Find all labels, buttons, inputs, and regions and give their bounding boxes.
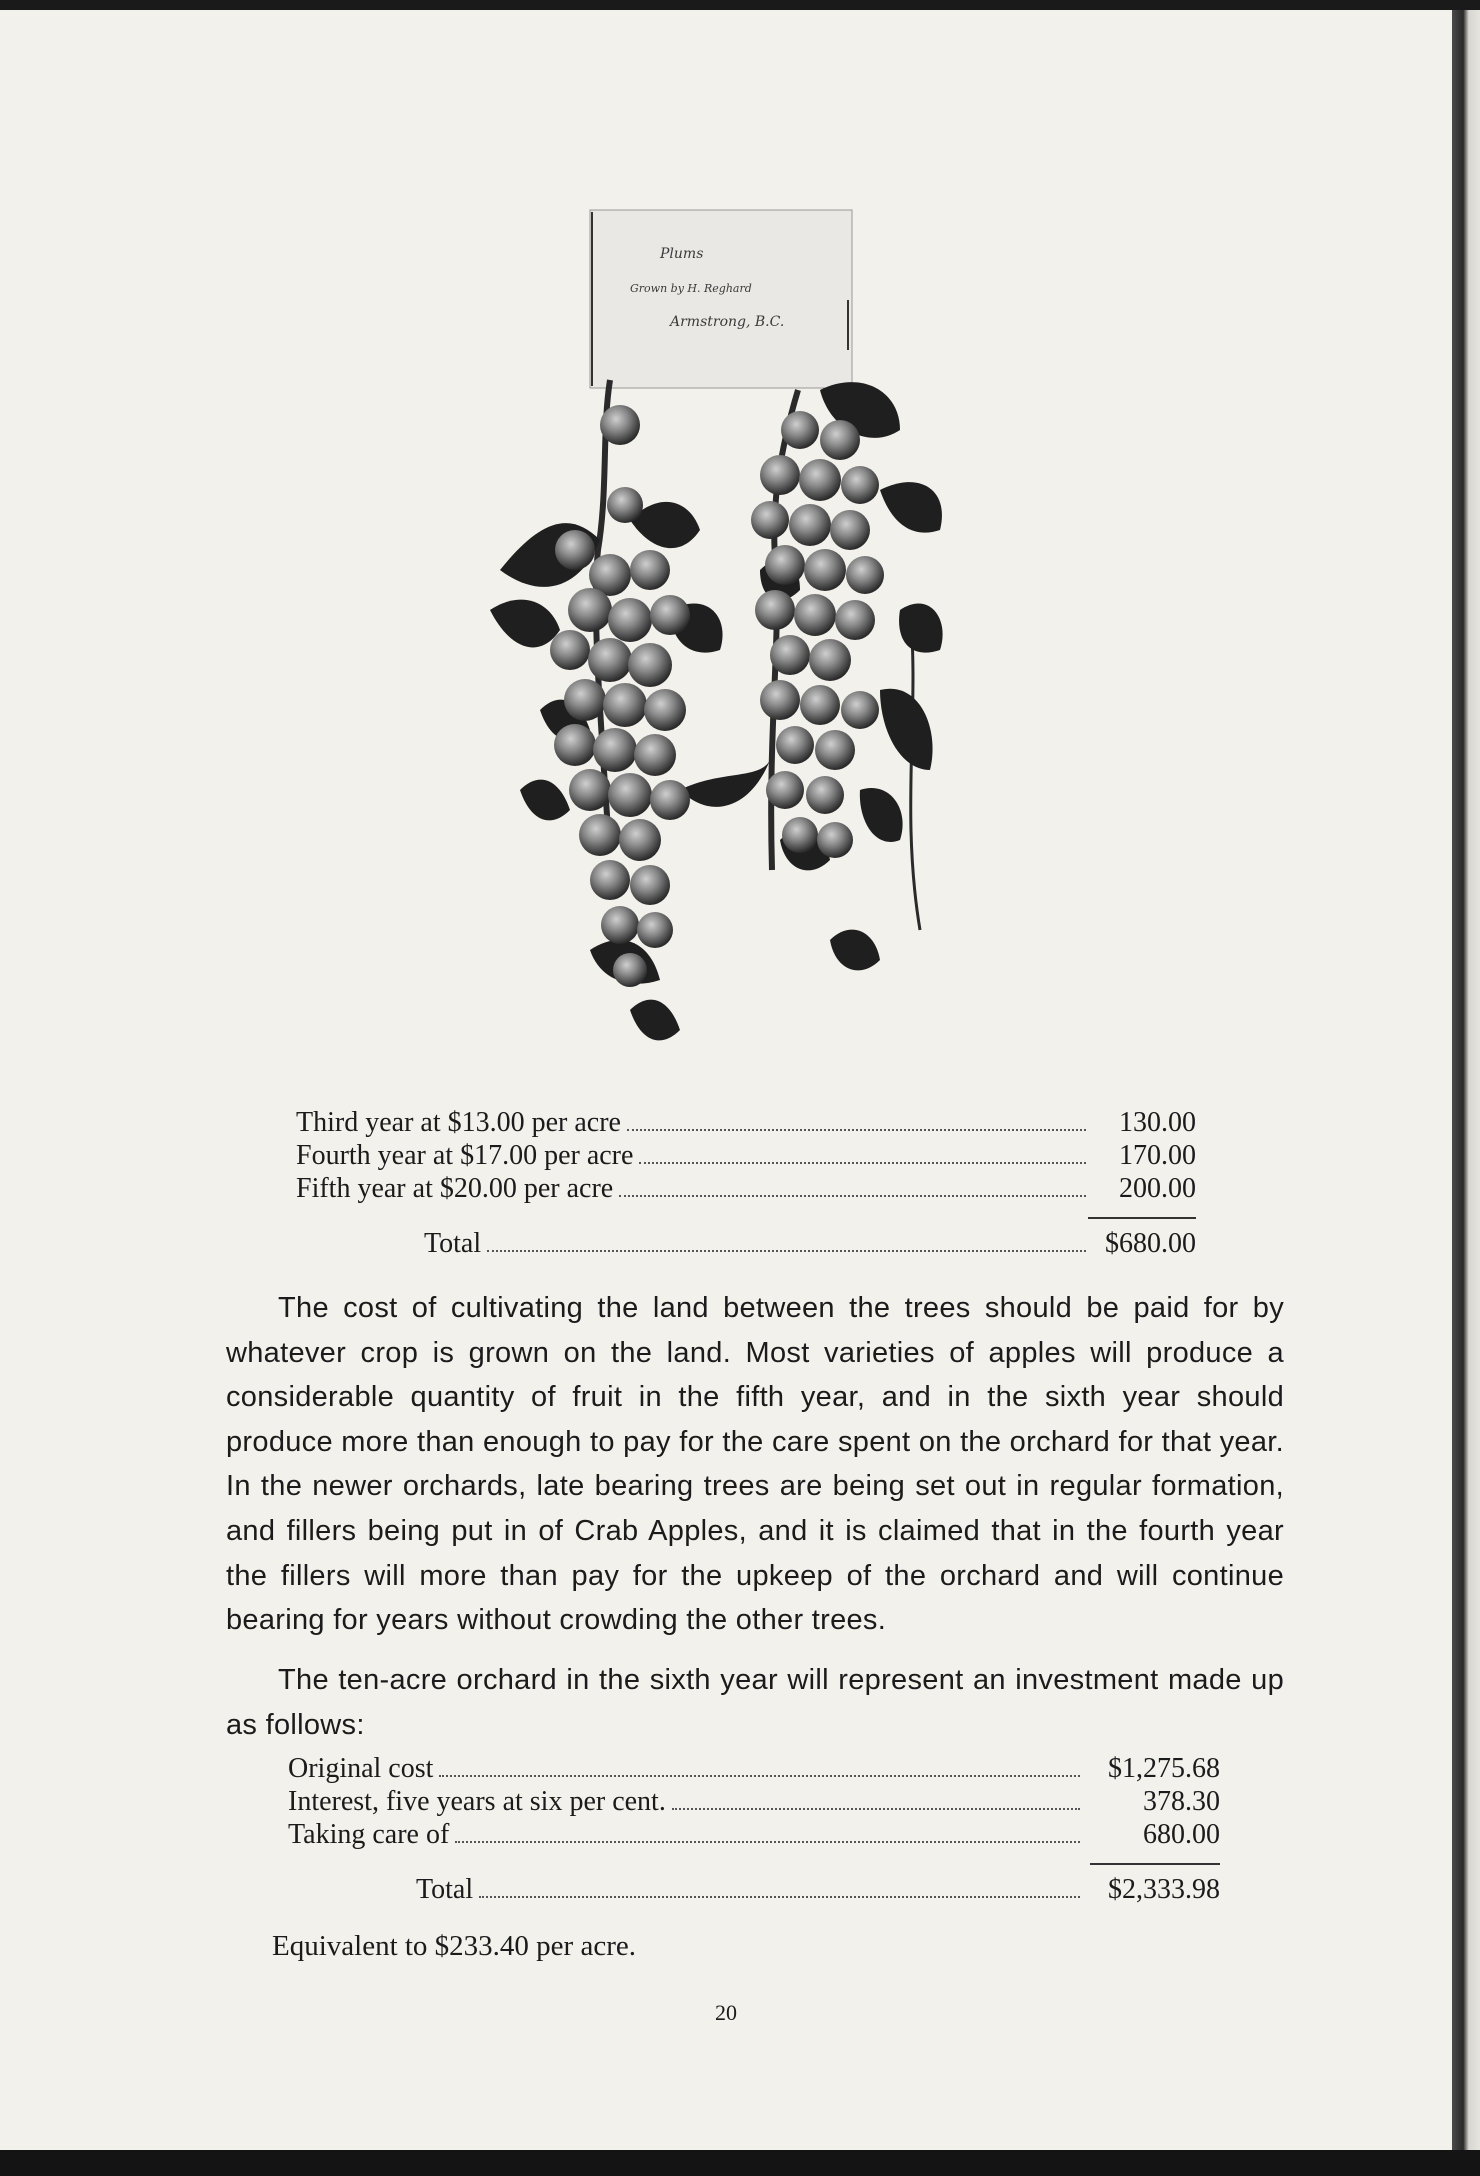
tag-line-3: Armstrong, B.C.: [670, 314, 785, 330]
dot-leader: [487, 1250, 1086, 1252]
row-amount: $1,275.68: [1108, 1753, 1220, 1784]
investment-row: [288, 1818, 1220, 1851]
care-cost-table: [296, 1106, 1196, 1260]
care-cost-row: [296, 1139, 1196, 1172]
book-spine-edge: [1452, 10, 1480, 2160]
investment-row: [288, 1752, 1220, 1785]
investment-table: [288, 1752, 1220, 1906]
sum-rule: [1090, 1863, 1220, 1865]
care-cost-total-row: [296, 1227, 1196, 1260]
row-amount: 200.00: [1119, 1173, 1196, 1204]
care-cost-row: [296, 1106, 1196, 1139]
row-label: Third year at $13.00 per acre: [296, 1107, 621, 1138]
scan-bottom-edge: [0, 2150, 1480, 2176]
row-amount: 170.00: [1119, 1140, 1196, 1171]
dot-leader: [439, 1775, 1080, 1777]
plums-photograph: [480, 190, 1040, 1090]
row-label: Fourth year at $17.00 per acre: [296, 1140, 634, 1171]
row-label: Interest, five years at six per cent.: [288, 1786, 666, 1817]
per-acre-equivalent: Equivalent to $233.40 per acre.: [272, 1930, 636, 1962]
investment-row: [288, 1785, 1220, 1818]
total-amount: $680.00: [1105, 1228, 1196, 1259]
dot-leader: [639, 1162, 1086, 1164]
total-label: Total: [416, 1874, 474, 1905]
dot-leader: [619, 1195, 1086, 1197]
row-label: Original cost: [288, 1753, 434, 1784]
care-cost-row: [296, 1172, 1196, 1205]
dot-leader: [455, 1841, 1080, 1843]
paragraph-investment-intro: The ten-acre orchard in the sixth year will represent an investment made up as follows:: [226, 1664, 1284, 1741]
investment-total-row: [288, 1873, 1220, 1906]
tag-line-2: Grown by H. Reghard: [630, 282, 752, 295]
dot-leader: [627, 1129, 1086, 1131]
document-page: [0, 10, 1452, 2160]
tag-line-1: Plums: [660, 246, 704, 262]
row-amount: 130.00: [1119, 1107, 1196, 1138]
total-amount: $2,333.98: [1108, 1874, 1220, 1905]
row-amount: 680.00: [1143, 1819, 1220, 1850]
sum-rule: [1088, 1217, 1196, 1219]
row-label: Taking care of: [288, 1819, 450, 1850]
dot-leader: [479, 1896, 1080, 1898]
row-label: Fifth year at $20.00 per acre: [296, 1173, 614, 1204]
page-number: 20: [715, 2000, 737, 2025]
paragraph-cultivation: The cost of cultivating the land between the trees should be paid for by whatever crop is grown on the land. Most varieties of apples will produce a considerable quantity of fruit in the fifth year, and in the sixth year should produce more than enough to pay for the care spent on the orchard for that year. In the newer orchards, late bearing trees are being set out in regular formation, and fillers being put in of Crab Apples, and it is claimed that in the fourth year the fillers will more than pay for the upkeep of the orchard and will continue bearing for years without crowding the other trees.: [226, 1292, 1284, 1637]
dot-leader: [672, 1808, 1080, 1810]
row-amount: 378.30: [1143, 1786, 1220, 1817]
plum-clusters-illustration: [480, 190, 1040, 1090]
total-label: Total: [424, 1228, 482, 1259]
